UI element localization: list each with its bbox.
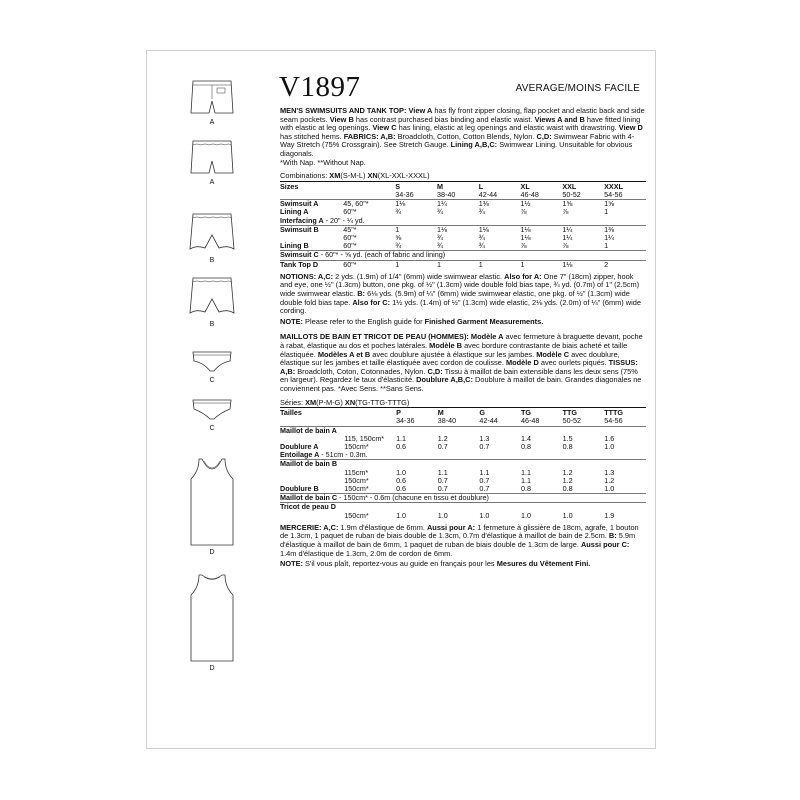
bold-text: Finished Garment Measurements. <box>424 316 544 326</box>
view-a-back-drawing <box>167 139 257 186</box>
bold-text: Doublure A,B,C: <box>416 375 473 385</box>
text: (S-M-L) <box>340 171 368 181</box>
row-name: Maillot de bain C <box>280 493 338 503</box>
size-name: M <box>437 408 444 418</box>
yardage-value: 1⅛ <box>562 260 604 269</box>
size-col <box>479 183 521 200</box>
yardage-value: 0.8 <box>520 483 531 493</box>
fabric-width: 60"* <box>343 260 395 269</box>
pattern-envelope-back <box>146 50 656 749</box>
yardage-value: 1⅛ <box>437 225 479 234</box>
yardage-value: ¾ <box>436 241 443 251</box>
yardage-row <box>280 469 646 477</box>
french-yardage-table <box>280 409 646 520</box>
yardage-value: 1.0 <box>396 510 407 520</box>
bold-text: View D <box>618 123 643 133</box>
yardage-value: 1⅛ <box>521 225 563 234</box>
bold-text: XM <box>305 397 317 407</box>
swim-brief-icon <box>190 349 234 375</box>
bold-text: NOTIONS: A,C: <box>280 271 334 281</box>
size-name: XXXL <box>604 181 623 191</box>
yardage-row <box>280 217 646 226</box>
bold-text: Modèles A et B <box>317 349 371 359</box>
yardage-value: 1⅜ <box>479 200 521 209</box>
size-name: XL <box>520 181 530 191</box>
yardage-value: 1.2 <box>562 475 573 485</box>
bold-text: Mesures du Vêtement Fini. <box>496 559 591 569</box>
bold-text: Also for A: <box>504 271 542 281</box>
yardage-value: 1.4 <box>520 433 531 443</box>
yardage-value: 1¼ <box>562 225 604 234</box>
row-name <box>280 469 344 477</box>
text: One 7" (18cm) zipper, hook and eye, one ½" (1.3cm) button, one pkg. of ½" (1.3cm) wide double fold bias tape, ¾ yd. (0.7m) of 1" (2.5cm) wide swimwear elastic. <box>280 271 640 298</box>
yardage-value: 1 <box>521 260 563 269</box>
sizes-label: Sizes <box>280 181 299 191</box>
yardage-value: ¾ <box>395 207 402 217</box>
text: Combinations: <box>280 171 330 181</box>
size-col <box>396 409 438 426</box>
yardage-value: 1 <box>604 241 609 251</box>
yardage-value: 1 <box>395 225 437 234</box>
bold-text: Aussi pour A: <box>426 522 476 532</box>
yardage-row <box>280 251 646 260</box>
french-description <box>280 333 646 393</box>
text: has contrast purchased bias binding and elastic waist. <box>353 114 535 124</box>
view-a-front-drawing <box>167 79 257 126</box>
yardage-value: 1.1 <box>396 433 407 443</box>
yardage-row <box>280 503 646 512</box>
yardage-value: 1.1 <box>520 475 531 485</box>
yardage-value: 0.6 <box>396 483 407 493</box>
size-range: 54-56 <box>604 189 623 199</box>
yardage-value: 1 <box>395 260 437 269</box>
yardage-value: 1.0 <box>520 510 531 520</box>
yardage-value: 0.7 <box>437 441 448 451</box>
row-detail: - 150cm* - 0.6m (chacune en tissu et doublure) <box>337 493 489 503</box>
technical-drawings <box>147 51 277 748</box>
row-name: Maillot de bain B <box>280 460 344 469</box>
french-note <box>280 560 646 569</box>
row-name: Lining B <box>280 241 309 251</box>
text: has fly front zipper closing, flap pocket and elastic back and side seam pockets. <box>280 106 645 124</box>
text: avec doublure ajustée à élastique sur les jambes. <box>370 349 537 359</box>
bold-text: Lining A,B,C: <box>450 140 498 150</box>
text: Broadcloth, Coton, Cotonnades, Nylon. <box>295 366 428 376</box>
text: has lining, elastic at leg openings and elastic waist with drawstring. <box>396 123 619 133</box>
size-range: 34-36 <box>395 189 414 199</box>
yardage-value: 1.2 <box>437 433 448 443</box>
text: 1 fermeture à glissière de 18cm, agrafe, 1 bouton de 1.3cm, 1 paquet de ruban de biais double de 1.3cm, 0.7m d'élastique à maillot de bain de 2.5cm. <box>280 522 639 541</box>
size-col <box>395 183 437 200</box>
row-text <box>280 251 646 260</box>
bold-text: XN <box>367 171 378 181</box>
text: avec doublure, élastique sur les jambes et taille élastiquée avec cordon de coulisse. <box>280 349 620 368</box>
yardage-value: ⅞ <box>520 207 527 217</box>
bold-text: MAILLOTS DE BAIN ET TRICOT DE PEAU (HOMMES): Modèle A <box>280 332 504 342</box>
yardage-value: 1⅛ <box>395 200 437 209</box>
yardage-value: ⅞ <box>520 241 527 251</box>
yardage-row <box>280 477 646 485</box>
size-name: P <box>396 408 401 418</box>
sizes-label: Tailles <box>280 408 302 418</box>
row-name: Maillot de bain A <box>280 426 344 435</box>
yardage-value: 0.7 <box>437 483 448 493</box>
yardage-value: ⅞ <box>562 241 569 251</box>
text: (XL-XXL-XXXL) <box>377 171 430 181</box>
english-note <box>280 318 646 327</box>
yardage-row <box>280 200 646 209</box>
width-col <box>344 409 396 426</box>
text: Séries: <box>280 397 306 407</box>
size-col <box>604 409 646 426</box>
view-c-back-drawing <box>167 397 257 432</box>
size-name: TTTG <box>604 408 624 418</box>
yardage-value: ⅝ <box>395 232 402 242</box>
bold-text: NOTE: <box>280 316 303 326</box>
yardage-value: 0.7 <box>479 483 490 493</box>
swim-brief-back-icon <box>190 397 234 423</box>
bold-text: C,D: <box>536 131 552 141</box>
yardage-value: 1⅝ <box>562 200 604 209</box>
size-header-row <box>280 183 646 200</box>
header <box>279 71 646 107</box>
yardage-value: 1⅛ <box>479 225 521 234</box>
yardage-value: 1.9 <box>604 510 615 520</box>
size-name: TG <box>520 408 531 418</box>
yardage-value: 1 <box>479 260 521 269</box>
bold-text: FABRICS: A,B: <box>343 131 396 141</box>
fabric-width: 115, 150cm* <box>344 433 385 443</box>
fabric-width: 115cm* <box>344 467 369 477</box>
text: Broadcloth, Cotton, Cotton Blends, Nylon. <box>395 131 537 141</box>
bold-text: Modèle B <box>429 340 463 350</box>
pattern-info <box>279 71 646 569</box>
yardage-row <box>280 460 646 469</box>
row-text <box>280 217 646 226</box>
nap-note: *With Nap. **Without Nap. <box>280 157 366 167</box>
size-col <box>562 183 604 200</box>
row-name: Swimsuit A <box>280 200 343 209</box>
size-col <box>521 183 563 200</box>
yardage-value: 0.8 <box>562 483 573 493</box>
bold-text: Views A and B <box>534 114 585 124</box>
view-b-front-drawing <box>167 211 257 264</box>
bias-trim-shorts-back-icon <box>187 275 237 319</box>
yardage-value: ¾ <box>395 241 402 251</box>
size-col <box>437 183 479 200</box>
row-detail: - 60"* - ⅝ yd. (each of fabric and lining) <box>318 250 446 260</box>
yardage-value: 1½ <box>521 200 563 209</box>
french-notions <box>280 524 646 558</box>
yardage-value: 1.3 <box>479 433 490 443</box>
yardage-value: ¾ <box>436 207 443 217</box>
text: (TG-TTG-TTTG) <box>355 397 410 407</box>
row-name: Swimsuit C <box>280 250 319 260</box>
bold-text: B: <box>357 288 366 298</box>
row-name: Doublure B <box>280 483 319 493</box>
size-range: 34-36 <box>396 416 415 426</box>
view-label: C <box>209 425 215 432</box>
row-name: Lining A <box>280 207 309 217</box>
yardage-row <box>280 426 646 435</box>
text: 5.9m d'élastique à maillot de bain de 6mm, 1 paquet de ruban de biais double de 1.3cm de large. <box>280 531 636 549</box>
yardage-row <box>280 225 646 234</box>
view-d-front-drawing <box>167 457 257 556</box>
size-name: S <box>395 181 400 191</box>
size-range: 50-52 <box>562 189 581 199</box>
english-yardage-table <box>280 183 646 269</box>
size-range: 38-40 <box>436 189 456 199</box>
yardage-value: 1.2 <box>604 475 615 485</box>
bold-text: XN <box>344 397 356 407</box>
size-range: 42-44 <box>479 416 498 426</box>
size-name: XXL <box>562 181 577 191</box>
yardage-value: 1.0 <box>396 467 407 477</box>
fabric-width: 150cm* <box>344 510 369 520</box>
text: have fitted lining with elastic at leg openings. <box>280 114 641 133</box>
row-name <box>280 512 344 520</box>
size-name: TTG <box>562 408 577 418</box>
text: S'il vous plaît, reportez-vous au guide en français pour les <box>303 559 497 569</box>
view-label: C <box>209 377 215 384</box>
bold-text: Aussi pour C: <box>580 539 630 549</box>
text: 1½ yds. (1.4m) of ½" (1.3cm) wide elastic, 2⅛ yds. (2.0m) of ¼" (6mm) wide cording. <box>280 297 641 316</box>
yardage-value: ¾ <box>478 241 485 251</box>
bold-text: MEN'S SWIMSUITS AND TANK TOP: View A <box>280 106 433 115</box>
size-range: 46-48 <box>520 416 540 426</box>
yardage-value: 1.6 <box>604 433 615 443</box>
size-col <box>521 409 563 426</box>
bias-trim-shorts-icon <box>187 211 237 255</box>
text: 6⅛ yds. (5.9m) of ¼" (6mm) wide swimwear elastic, one pkg. of ½" (1.3cm) wide double fold bias tape. <box>280 288 630 307</box>
yardage-value: 1.0 <box>562 510 573 520</box>
size-range: 42-44 <box>478 189 498 199</box>
view-label: B <box>209 257 215 264</box>
yardage-value: 1.1 <box>437 467 448 477</box>
yardage-row <box>280 512 646 520</box>
yardage-value: 1.1 <box>520 467 531 477</box>
bold-text: View C <box>372 123 397 133</box>
yardage-value: ⅞ <box>562 207 569 217</box>
yardage-value: 1.0 <box>479 510 490 520</box>
tank-top-icon <box>187 457 237 547</box>
yardage-value: ¾ <box>436 232 443 242</box>
yardage-row <box>280 435 646 443</box>
size-range: 50-52 <box>562 416 582 426</box>
yardage-value: 0.8 <box>562 441 573 451</box>
row-name: Doublure A <box>280 441 319 451</box>
text: (P-M-G) <box>316 397 345 407</box>
row-name: Tank Top D <box>280 260 343 269</box>
yardage-row <box>280 234 646 242</box>
bold-text: NOTE: <box>280 559 303 569</box>
size-name: L <box>478 181 484 191</box>
yardage-value: 0.8 <box>520 441 531 451</box>
yardage-value: 1 <box>604 207 609 217</box>
size-col <box>563 409 605 426</box>
row-name: Swimsuit B <box>280 225 343 234</box>
english-description <box>280 107 646 159</box>
english-combinations <box>280 172 646 182</box>
bold-text: B: <box>608 531 617 541</box>
yardage-value: 0.7 <box>437 475 448 485</box>
bold-text: Also for C: <box>352 297 391 307</box>
size-range: 54-56 <box>604 416 623 426</box>
yardage-value: 1.3 <box>604 467 615 477</box>
row-detail: - 51cm - 0.3m. <box>319 450 368 460</box>
fabric-width: 150cm* <box>344 475 369 485</box>
english-notions <box>280 273 646 316</box>
tank-top-back-icon <box>187 573 237 663</box>
yardage-value: 1.0 <box>604 441 615 451</box>
yardage-value: 2 <box>604 260 646 269</box>
yardage-value: 0.6 <box>396 441 407 451</box>
view-c-front-drawing <box>167 349 257 384</box>
width-col <box>343 183 395 200</box>
yardage-row <box>280 260 646 269</box>
bold-text: XM <box>329 171 341 181</box>
text: Swimwear Fabric with 4-Way Stretch (75% Crossgrain). See Stretch Gauge. <box>280 131 635 150</box>
text: avec bordure contrastante de biais acheté et taille élastiquée. <box>280 340 628 359</box>
row-detail: - 20" - ¼ yd. <box>323 215 365 225</box>
yardage-value: 1.0 <box>437 510 448 520</box>
yardage-value: 0.7 <box>479 441 490 451</box>
text: Doublure à maillot de bain. Grandes diagonales ne conviennent pas. *Avec Sens. **Sans Sens. <box>280 375 642 393</box>
bold-text: Modèle C <box>536 349 570 359</box>
view-b-back-drawing <box>167 275 257 328</box>
size-name: M <box>436 181 443 191</box>
view-label: D <box>209 665 215 672</box>
fabric-width: 150cm* <box>344 441 369 451</box>
fabric-width: 60"* <box>343 207 357 217</box>
yardage-value: 1.1 <box>479 467 490 477</box>
size-range: 46-48 <box>520 189 539 199</box>
yardage-value: 0.7 <box>479 475 490 485</box>
size-range: 38-40 <box>437 416 457 426</box>
yardage-value: 1¼ <box>562 232 573 242</box>
fabric-width: 60"* <box>343 232 357 242</box>
swim-trunks-fly-icon <box>189 79 235 117</box>
yardage-value: 1⅜ <box>604 225 646 234</box>
text: Swimwear Lining. Unsuitable for obvious diagonals. <box>280 140 633 158</box>
text: 1.4m d'élastique de 1.3cm, 2.0m de cordon de 6mm. <box>280 548 453 558</box>
text: Please refer to the English guide for <box>303 316 425 326</box>
yardage-value: 0.6 <box>396 475 407 485</box>
row-name: Interfacing A <box>280 215 324 225</box>
yardage-value: 1.2 <box>562 467 573 477</box>
french-combinations <box>280 399 646 409</box>
view-label: D <box>209 549 215 556</box>
text: 2 yds. (1.9m) of 1/4" (6mm) wide swimwear elastic. <box>333 271 505 281</box>
difficulty-label: AVERAGE/MOINS FACILE <box>515 83 640 94</box>
yardage-value: 1⅝ <box>604 200 646 209</box>
view-d-back-drawing <box>167 573 257 672</box>
yardage-value: 1.5 <box>562 433 573 443</box>
size-col <box>438 409 480 426</box>
fabric-width: 45, 60"* <box>343 200 395 209</box>
yardage-value: 1 <box>437 260 479 269</box>
text: avec ourlets piqués. <box>538 358 609 368</box>
yardage-value: 1¼ <box>437 200 479 209</box>
text: avec fermeture à braguette devant, poche à rabat, élastique au dos et poches latérales. <box>280 332 643 350</box>
view-label: B <box>209 321 215 328</box>
row-name: Tricot de peau D <box>280 503 344 512</box>
view-label: A <box>209 119 215 126</box>
size-col <box>479 409 521 426</box>
fabric-width: 60"* <box>343 241 357 251</box>
size-name: G <box>479 408 485 418</box>
yardage-value: 1.0 <box>604 483 615 493</box>
row-name: Entoilage A <box>280 450 320 460</box>
bold-text: C,D: <box>427 366 443 376</box>
pattern-number: V1897 <box>279 71 361 103</box>
bold-text: Modèle D <box>505 358 539 368</box>
fabric-width: 150cm* <box>344 483 369 493</box>
yardage-value: 1⅛ <box>520 232 531 242</box>
text: Tissu à maillot de bain extensible dans les deux sens (75% en largeur). Regardez le taux d'élasticité. <box>280 366 638 385</box>
fabric-width: 45"* <box>343 225 395 234</box>
yardage-value: 1¼ <box>604 232 615 242</box>
yardage-value: ¾ <box>478 232 485 242</box>
bold-text: View B <box>329 114 354 124</box>
yardage-value: ¾ <box>478 207 485 217</box>
bold-text: MERCERIE: A,C: <box>280 522 339 532</box>
swim-trunks-back-icon <box>189 139 235 177</box>
text: 1.9m d'élastique de 6mm. <box>338 522 427 532</box>
bold-text: TISSUS: A,B: <box>280 358 638 376</box>
view-label: A <box>209 179 215 186</box>
text: has stitched hems. <box>280 131 344 141</box>
size-header-row <box>280 409 646 426</box>
size-col <box>604 183 646 200</box>
